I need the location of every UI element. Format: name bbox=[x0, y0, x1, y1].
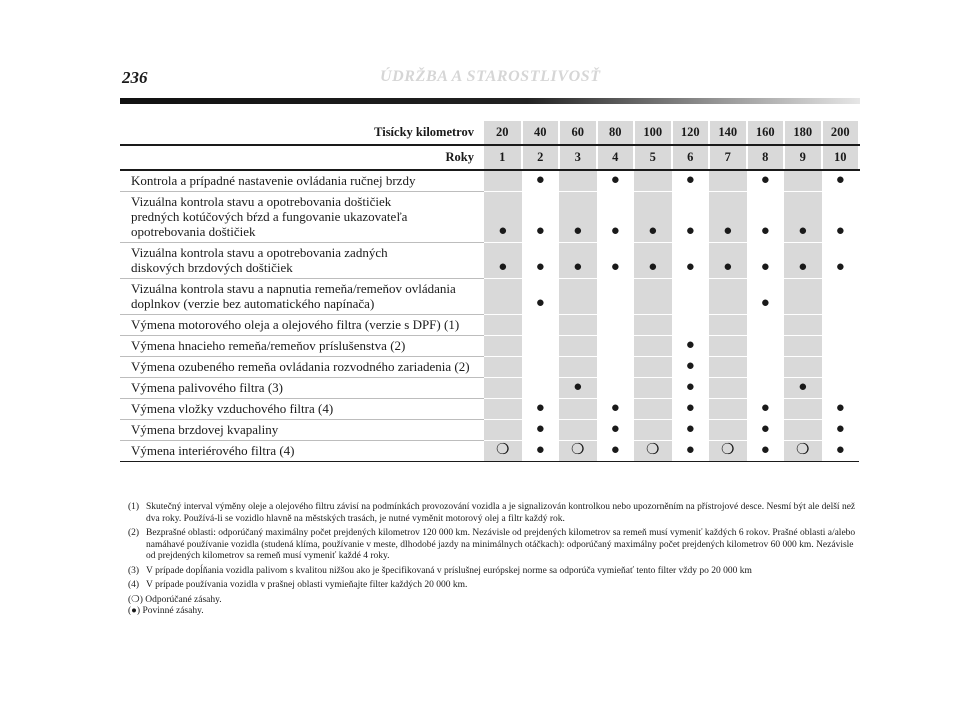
years-header-value: 10 bbox=[822, 145, 860, 170]
service-mark: ● bbox=[784, 243, 822, 279]
legend-paren: ( bbox=[128, 606, 132, 616]
service-mark: ● bbox=[747, 243, 785, 279]
km-header-value: 80 bbox=[597, 121, 635, 145]
service-mark bbox=[822, 357, 860, 378]
years-header-label: Roky bbox=[120, 145, 484, 170]
km-header-row bbox=[120, 121, 859, 145]
km-header-value: 200 bbox=[822, 121, 860, 145]
service-description bbox=[120, 378, 484, 399]
service-mark: ● bbox=[672, 192, 710, 243]
service-mark bbox=[784, 315, 822, 336]
years-header-value: 6 bbox=[672, 145, 710, 170]
service-mark bbox=[709, 315, 747, 336]
service-mark bbox=[634, 336, 672, 357]
service-mark bbox=[484, 315, 522, 336]
mandatory-symbol-icon: ● bbox=[131, 606, 137, 616]
service-mark: ● bbox=[559, 192, 597, 243]
table-row bbox=[120, 420, 859, 441]
header-rule bbox=[120, 98, 860, 104]
service-mark bbox=[747, 336, 785, 357]
service-mark: ● bbox=[522, 243, 560, 279]
service-mark bbox=[484, 279, 522, 315]
footnote bbox=[128, 502, 860, 525]
service-mark bbox=[822, 378, 860, 399]
km-header-label: Tisícky kilometrov bbox=[120, 121, 484, 145]
service-mark bbox=[597, 378, 635, 399]
service-mark: ● bbox=[822, 420, 860, 441]
service-mark: ❍ bbox=[709, 441, 747, 462]
service-mark bbox=[634, 420, 672, 441]
footnote-text: Bezprašné oblasti: odporúčaný maximálny počet prejdených kilometrov 120 000 km. Nezávisle od prejdených kilometrov sa remeň musí vymeniť každých 6 rokov. Prašné oblasti a/alebo namáhavé používanie vozidla (studená klíma, používanie v meste, dlhodobé jazdy na minimálnych otáčkach): odporúčaný maximálny počet prejdených kilometrov 60 000 km. Nezávisle od prejdených kilometrov sa remeň musí vymeniť každé 4 roky. bbox=[146, 528, 856, 561]
service-mark: ● bbox=[522, 420, 560, 441]
km-header-value: 20 bbox=[484, 121, 522, 145]
service-mark bbox=[709, 378, 747, 399]
service-description bbox=[120, 357, 484, 378]
service-description-line: doplnkov (verzie bez automatického napínača) bbox=[131, 296, 375, 311]
service-mark: ● bbox=[747, 170, 785, 192]
years-header-value: 2 bbox=[522, 145, 560, 170]
years-header-row bbox=[120, 145, 859, 170]
service-mark bbox=[559, 315, 597, 336]
table-row bbox=[120, 192, 859, 243]
service-description-line: Výmena palivového filtra (3) bbox=[131, 380, 283, 395]
service-mark: ● bbox=[559, 243, 597, 279]
service-description bbox=[120, 243, 484, 279]
service-mark: ❍ bbox=[484, 441, 522, 462]
legend-text: Odporúčané zásahy. bbox=[145, 594, 222, 605]
service-mark: ● bbox=[672, 243, 710, 279]
service-mark bbox=[784, 336, 822, 357]
legend-text: Povinné zásahy. bbox=[142, 606, 204, 616]
service-mark: ● bbox=[747, 192, 785, 243]
years-header-value: 1 bbox=[484, 145, 522, 170]
service-description-line: diskových brzdových doštičiek bbox=[131, 260, 293, 275]
table-row bbox=[120, 378, 859, 399]
service-mark: ● bbox=[597, 192, 635, 243]
service-description bbox=[120, 399, 484, 420]
service-mark bbox=[522, 336, 560, 357]
table-row bbox=[120, 315, 859, 336]
service-mark: ● bbox=[484, 192, 522, 243]
service-mark: ● bbox=[709, 192, 747, 243]
km-header-value: 180 bbox=[784, 121, 822, 145]
table-row bbox=[120, 399, 859, 420]
service-mark bbox=[709, 336, 747, 357]
service-mark bbox=[597, 279, 635, 315]
service-mark: ● bbox=[822, 441, 860, 462]
service-mark: ● bbox=[672, 378, 710, 399]
service-mark: ❍ bbox=[634, 441, 672, 462]
service-mark: ● bbox=[747, 399, 785, 420]
service-description bbox=[120, 170, 484, 192]
service-mark: ● bbox=[747, 441, 785, 462]
legend-item bbox=[128, 606, 860, 618]
service-mark: ● bbox=[747, 279, 785, 315]
service-mark: ● bbox=[597, 420, 635, 441]
legend-paren: ( bbox=[128, 594, 132, 605]
service-mark bbox=[709, 170, 747, 192]
legend-paren: ) bbox=[136, 606, 143, 616]
service-mark: ● bbox=[597, 170, 635, 192]
years-header-value: 5 bbox=[634, 145, 672, 170]
service-mark bbox=[822, 279, 860, 315]
service-mark bbox=[522, 315, 560, 336]
service-mark: ● bbox=[522, 170, 560, 192]
legend-item bbox=[128, 595, 860, 607]
service-mark bbox=[822, 336, 860, 357]
km-header-value: 60 bbox=[559, 121, 597, 145]
recommended-symbol-icon: ❍ bbox=[131, 594, 140, 605]
km-header-value: 140 bbox=[709, 121, 747, 145]
footnote bbox=[128, 580, 860, 592]
service-mark: ● bbox=[672, 399, 710, 420]
footnote-text: V prípade dopĺňania vozidla palivom s kvalitou nižšou ako je špecifikovaná v príslušnej európskej norme sa odporúča vymieňať tento filter vždy po 20 000 km bbox=[146, 565, 752, 576]
section-title: ÚDRŽBA A STAROSTLIVOSŤ bbox=[380, 68, 601, 85]
service-mark: ● bbox=[784, 378, 822, 399]
service-mark bbox=[634, 279, 672, 315]
service-mark bbox=[484, 336, 522, 357]
service-mark: ● bbox=[522, 399, 560, 420]
service-description-line: Výmena hnacieho remeňa/remeňov príslušenstva (2) bbox=[131, 338, 406, 353]
service-mark: ● bbox=[747, 420, 785, 441]
service-mark bbox=[559, 420, 597, 441]
footnote-marker: (2) bbox=[128, 528, 140, 538]
footnotes bbox=[128, 502, 860, 618]
table-row bbox=[120, 441, 859, 462]
service-mark bbox=[709, 399, 747, 420]
years-header-value: 7 bbox=[709, 145, 747, 170]
service-description bbox=[120, 192, 484, 243]
service-description-line: Výmena vložky vzduchového filtra (4) bbox=[131, 401, 334, 416]
years-header-value: 8 bbox=[747, 145, 785, 170]
footnote bbox=[128, 566, 860, 578]
footnote-marker: (4) bbox=[128, 580, 140, 590]
table-row bbox=[120, 357, 859, 378]
km-header-value: 160 bbox=[747, 121, 785, 145]
service-mark bbox=[784, 170, 822, 192]
service-mark bbox=[784, 279, 822, 315]
legend-paren: ) bbox=[139, 594, 146, 605]
table-row bbox=[120, 170, 859, 192]
service-mark: ● bbox=[672, 336, 710, 357]
service-mark bbox=[484, 399, 522, 420]
service-mark bbox=[634, 399, 672, 420]
service-mark bbox=[784, 399, 822, 420]
footnote-marker: (3) bbox=[128, 565, 140, 576]
service-mark: ● bbox=[672, 170, 710, 192]
service-mark: ● bbox=[822, 399, 860, 420]
footnote-text: Skutečný interval výměny oleje a olejového filtru závisí na podmínkách provozování vozidla a je signalizován kontrolkou nebo upozorněním na přístrojové desce. Nesmí být ale delší než dva roky. Používá-li se vozidlo hlavně na městských trasách, je nutné vyměnit motorový olej a filtr každý rok. bbox=[146, 502, 856, 524]
service-mark: ● bbox=[597, 441, 635, 462]
km-header-value: 40 bbox=[522, 121, 560, 145]
service-mark: ● bbox=[822, 170, 860, 192]
service-description-line: predných kotúčových bŕzd a fungovanie ukazovateľa bbox=[131, 209, 408, 224]
service-mark bbox=[559, 170, 597, 192]
service-mark: ● bbox=[597, 243, 635, 279]
service-mark bbox=[634, 378, 672, 399]
service-mark: ● bbox=[672, 441, 710, 462]
service-description-line: Výmena interiérového filtra (4) bbox=[131, 443, 295, 458]
service-description-line: Vizuálna kontrola stavu a opotrebovania doštičiek bbox=[131, 194, 392, 209]
service-mark: ● bbox=[634, 243, 672, 279]
service-description-line: Kontrola a prípadné nastavenie ovládania ručnej brzdy bbox=[131, 173, 416, 188]
service-mark: ● bbox=[597, 399, 635, 420]
service-description bbox=[120, 420, 484, 441]
service-mark bbox=[822, 315, 860, 336]
service-mark bbox=[597, 315, 635, 336]
service-mark bbox=[559, 357, 597, 378]
service-mark: ● bbox=[559, 378, 597, 399]
years-header-value: 4 bbox=[597, 145, 635, 170]
service-mark bbox=[634, 315, 672, 336]
footnote bbox=[128, 528, 860, 563]
maintenance-schedule-table bbox=[120, 121, 860, 462]
service-mark: ● bbox=[522, 279, 560, 315]
service-mark bbox=[709, 420, 747, 441]
service-mark: ● bbox=[522, 441, 560, 462]
service-description bbox=[120, 279, 484, 315]
service-description-line: Výmena brzdovej kvapaliny bbox=[131, 422, 279, 437]
service-mark bbox=[672, 279, 710, 315]
service-mark bbox=[559, 336, 597, 357]
service-mark: ● bbox=[784, 192, 822, 243]
footnote-marker: (1) bbox=[128, 502, 140, 512]
service-mark: ● bbox=[522, 192, 560, 243]
service-mark bbox=[484, 378, 522, 399]
years-header-value: 9 bbox=[784, 145, 822, 170]
service-description-line: Vizuálna kontrola stavu a napnutia remeňa/remeňov ovládania bbox=[131, 281, 456, 296]
service-mark bbox=[747, 378, 785, 399]
service-mark bbox=[484, 420, 522, 441]
service-mark bbox=[559, 279, 597, 315]
service-mark bbox=[484, 170, 522, 192]
years-header-value: 3 bbox=[559, 145, 597, 170]
service-mark bbox=[784, 357, 822, 378]
km-header-value: 120 bbox=[672, 121, 710, 145]
service-mark bbox=[559, 399, 597, 420]
service-mark bbox=[522, 357, 560, 378]
service-mark bbox=[747, 315, 785, 336]
service-description bbox=[120, 441, 484, 462]
service-mark: ● bbox=[634, 192, 672, 243]
service-mark bbox=[484, 357, 522, 378]
service-mark: ● bbox=[822, 243, 860, 279]
service-mark: ● bbox=[822, 192, 860, 243]
service-mark bbox=[747, 357, 785, 378]
service-mark bbox=[597, 336, 635, 357]
table-row bbox=[120, 279, 859, 315]
service-mark bbox=[709, 357, 747, 378]
service-description-line: Výmena motorového oleja a olejového filtra (verzie s DPF) (1) bbox=[131, 317, 460, 332]
page-number: 236 bbox=[122, 68, 148, 87]
footnote-text: V prípade používania vozidla v prašnej oblasti vymieňajte filter každých 20 000 km. bbox=[146, 580, 468, 590]
service-description-line: opotrebovania doštičiek bbox=[131, 224, 256, 239]
service-description-line: Vizuálna kontrola stavu a opotrebovania zadných bbox=[131, 245, 388, 260]
km-header-value: 100 bbox=[634, 121, 672, 145]
service-mark bbox=[634, 357, 672, 378]
table-row bbox=[120, 243, 859, 279]
service-mark bbox=[784, 420, 822, 441]
service-description bbox=[120, 336, 484, 357]
service-description bbox=[120, 315, 484, 336]
service-mark bbox=[672, 315, 710, 336]
service-mark bbox=[597, 357, 635, 378]
service-mark bbox=[709, 279, 747, 315]
service-mark: ❍ bbox=[559, 441, 597, 462]
service-mark: ● bbox=[672, 420, 710, 441]
service-mark: ● bbox=[672, 357, 710, 378]
service-mark: ● bbox=[484, 243, 522, 279]
service-description-line: Výmena ozubeného remeňa ovládania rozvodného zariadenia (2) bbox=[131, 359, 470, 374]
table-row bbox=[120, 336, 859, 357]
service-mark: ❍ bbox=[784, 441, 822, 462]
service-mark bbox=[522, 378, 560, 399]
service-mark bbox=[634, 170, 672, 192]
service-mark: ● bbox=[709, 243, 747, 279]
